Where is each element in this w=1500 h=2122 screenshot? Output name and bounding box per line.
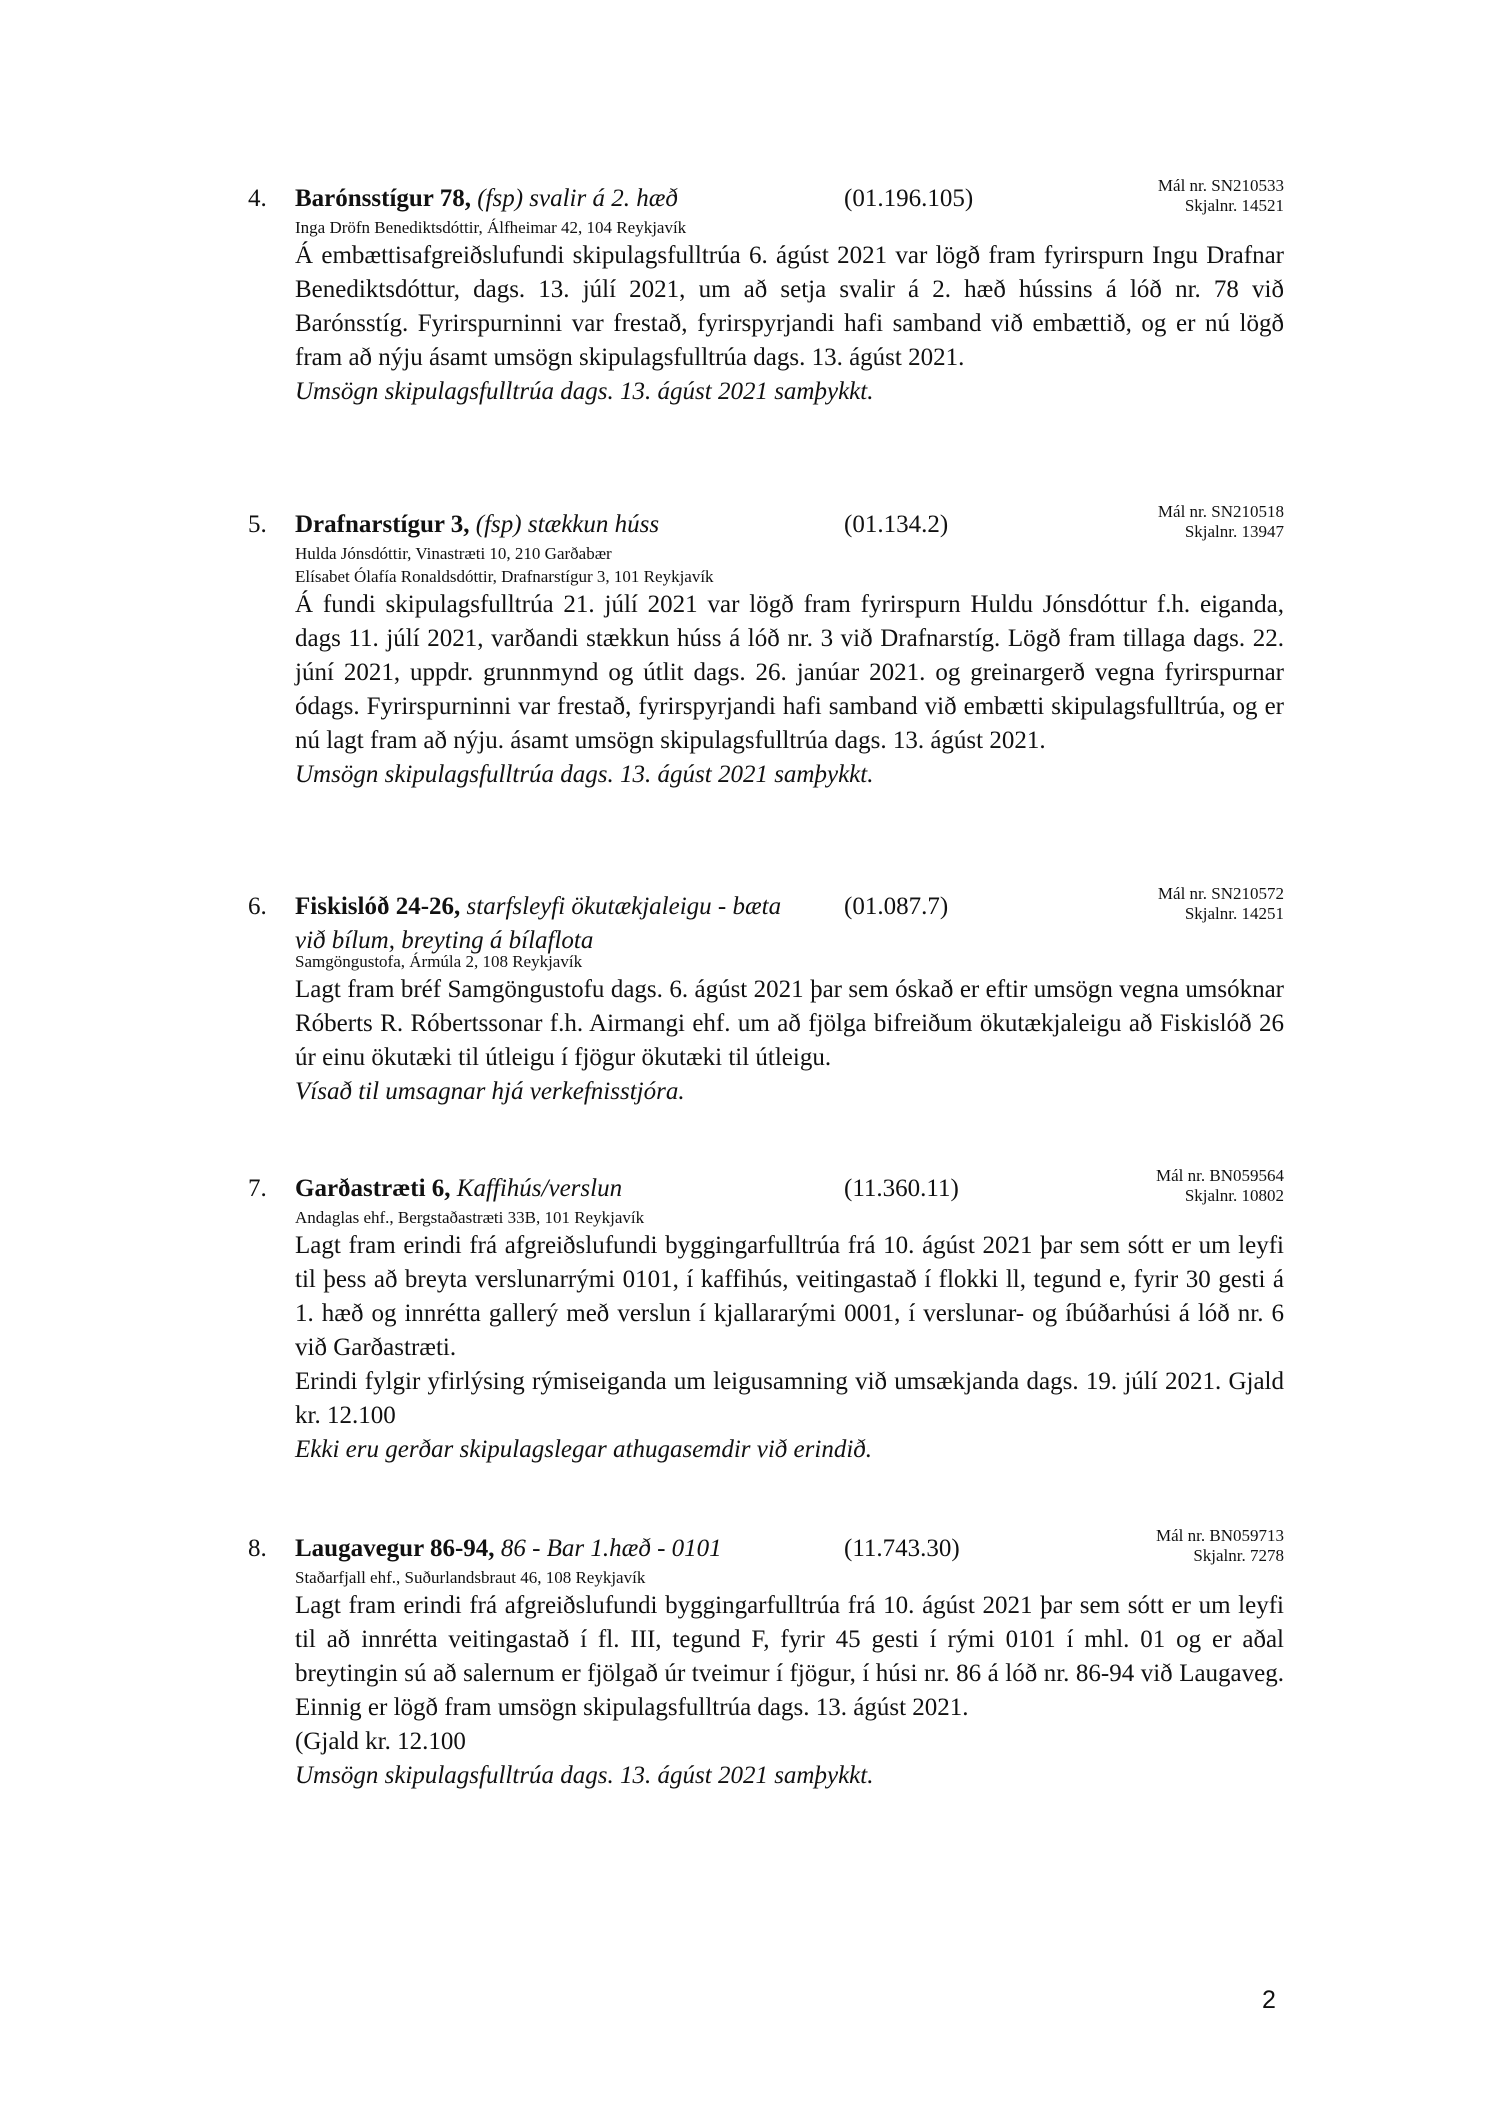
street-address: Laugavegur 86-94,	[295, 1535, 495, 1562]
item-description	[295, 1589, 1284, 1759]
item-subject: Kaffihús/verslun	[456, 1175, 623, 1202]
item-header	[248, 502, 1284, 542]
parcel-number: (01.134.2)	[844, 511, 949, 538]
item-header	[248, 176, 1284, 216]
decision-text: Ekki eru gerðar skipulagslegar athugasemdir við erindið.	[295, 1436, 873, 1463]
parcel-number: (01.087.7)	[844, 893, 949, 920]
case-number: Mál nr. BN059564	[1156, 1166, 1284, 1185]
file-number: Skjalnr. 13947	[1184, 522, 1284, 541]
file-number: Skjalnr. 10802	[1184, 1186, 1284, 1205]
description-paragraph: Lagt fram erindi frá afgreiðslufundi byggingarfulltrúa frá 10. ágúst 2021 þar sem sótt er um leyfi til þess að breyta verslunarrými 0101, í kaffihús, veitingastað í flokki ll, tegund e, fyrir 30 gesti á 1. hæð og innrétta gallerý með verslun í kjallararými 0001, í verslunar- og íbúðarhúsi á lóð nr. 6 við Garðastræti.	[295, 1232, 1284, 1361]
case-reference	[1156, 1526, 1284, 1566]
applicant: Andaglas ehf., Bergstaðastræti 33B, 101 Reykjavík	[295, 1208, 645, 1227]
case-number: Mál nr. SN210572	[1157, 884, 1284, 903]
item-title	[295, 182, 795, 216]
street-address: Fiskislóð 24-26,	[295, 893, 461, 920]
case-reference	[1156, 1166, 1284, 1206]
item-title	[295, 508, 795, 542]
item-title	[295, 1532, 795, 1566]
case-number: Mál nr. SN210533	[1157, 176, 1284, 195]
item-description	[295, 239, 1284, 375]
decision-text: Umsögn skipulagsfulltrúa dags. 13. ágúst 2021 samþykkt.	[295, 1762, 874, 1789]
item-description	[295, 973, 1284, 1075]
description-paragraph: Á fundi skipulagsfulltrúa 21. júlí 2021 var lögð fram fyrirspurn Huldu Jónsdóttur f.h. eiganda, dags 11. júlí 2021, varðandi stækkun húss á lóð nr. 3 við Drafnarstíg. Lögð fram tillaga dags. 22. júní 2021, uppdr. grunnmynd og útlit dags. 26. janúar 2021. og greinargerð vegna fyrirspurnar ódags. Fyrirspurninni var frestað, fyrirspyrjandi hafi samband við embætti skipulagsfulltrúa, og er nú lagt fram að nýju. ásamt umsögn skipulagsfulltrúa dags. 13. ágúst 2021.	[295, 591, 1284, 754]
file-number: Skjalnr. 14251	[1184, 904, 1284, 923]
street-address: Garðastræti 6,	[295, 1175, 451, 1202]
file-number: Skjalnr. 7278	[1193, 1546, 1284, 1565]
parcel-number: (11.743.30)	[844, 1535, 960, 1562]
decision-text: Vísað til umsagnar hjá verkefnisstjóra.	[295, 1078, 685, 1105]
item-description	[295, 1229, 1284, 1433]
item-subject: 86 - Bar 1.hæð - 0101	[500, 1535, 722, 1562]
agenda-item	[248, 1166, 1284, 1467]
item-title	[295, 1172, 795, 1206]
item-header	[248, 1526, 1284, 1566]
applicant: Elísabet Ólafía Ronaldsdóttir, Drafnarstígur 3, 101 Reykjavík	[295, 567, 714, 586]
description-paragraph: Lagt fram bréf Samgöngustofu dags. 6. ágúst 2021 þar sem óskað er eftir umsögn vegna umsóknar Róberts R. Róbertssonar f.h. Airmangi ehf. um að fjölga bifreiðum ökutækjaleigu að Fiskislóð 26 úr einu ökutæki til útleigu í fjögur ökutæki til útleigu.	[295, 976, 1284, 1071]
item-header	[248, 884, 1284, 958]
decision-text: Umsögn skipulagsfulltrúa dags. 13. ágúst 2021 samþykkt.	[295, 761, 874, 788]
case-number: Mál nr. BN059713	[1156, 1526, 1284, 1545]
item-number: 6.	[248, 893, 267, 920]
applicant-list	[295, 216, 1284, 239]
case-reference	[1158, 884, 1284, 924]
agenda-item	[248, 884, 1284, 1109]
case-reference	[1158, 502, 1284, 542]
item-number: 5.	[248, 511, 267, 538]
parcel-number: (11.360.11)	[844, 1175, 959, 1202]
parcel-number: (01.196.105)	[844, 185, 974, 212]
item-subject: (fsp) stækkun húss	[475, 511, 660, 538]
applicant: Hulda Jónsdóttir, Vinastræti 10, 210 Garðabær	[295, 544, 612, 563]
description-paragraph: Erindi fylgir yfirlýsing rýmiseiganda um leigusamning við umsækjanda dags. 19. júlí 2021. Gjald kr. 12.100	[295, 1368, 1284, 1429]
item-number: 4.	[248, 185, 267, 212]
item-subject: (fsp) svalir á 2. hæð	[477, 185, 678, 212]
applicant-list	[295, 542, 1284, 588]
item-number: 7.	[248, 1175, 267, 1202]
description-paragraph: Á embættisafgreiðslufundi skipulagsfulltrúa 6. ágúst 2021 var lögð fram fyrirspurn Ingu Drafnar Benediktsdóttur, dags. 13. júlí 2021, um að setja svalir á 2. hæð hússins á lóð nr. 78 við Barónsstíg. Fyrirspurninni var frestað, fyrirspyrjandi hafi samband við embættið, og er nú lögð fram að nýju ásamt umsögn skipulagsfulltrúa dags. 13. ágúst 2021.	[295, 242, 1284, 371]
street-address: Drafnarstígur 3,	[295, 511, 470, 538]
agenda-item	[248, 176, 1284, 409]
item-header	[248, 1166, 1284, 1206]
decision-text: Umsögn skipulagsfulltrúa dags. 13. ágúst 2021 samþykkt.	[295, 378, 874, 405]
applicant: Samgöngustofa, Ármúla 2, 108 Reykjavík	[295, 952, 583, 971]
street-address: Barónsstígur 78,	[295, 185, 471, 212]
item-title	[295, 890, 815, 958]
case-number: Mál nr. SN210518	[1157, 502, 1284, 521]
case-reference	[1158, 176, 1284, 216]
agenda-item	[248, 502, 1284, 792]
description-paragraph: (Gjald kr. 12.100	[295, 1728, 466, 1755]
agenda-item	[248, 1526, 1284, 1793]
item-subject: starfsleyfi ökutækjaleigu - bæta við bílum, breyting á bílaflota	[295, 893, 782, 954]
file-number: Skjalnr. 14521	[1184, 196, 1284, 215]
page-number: 2	[1262, 1986, 1276, 2014]
description-paragraph: Lagt fram erindi frá afgreiðslufundi byggingarfulltrúa frá 10. ágúst 2021 þar sem sótt er um leyfi til að innrétta veitingastað í fl. III, tegund F, fyrir 45 gesti í rými 0101 í mhl. 01 og er aðal breytingin sú að salernum er fjölgað úr tveimur í fjögur, í húsi nr. 86 á lóð nr. 86-94 við Laugaveg. Einnig er lögð fram umsögn skipulagsfulltrúa dags. 13. ágúst 2021.	[295, 1592, 1284, 1721]
applicant-list	[295, 1206, 1284, 1229]
applicant: Staðarfjall ehf., Suðurlandsbraut 46, 108 Reykjavík	[295, 1568, 646, 1587]
applicant-list	[295, 1566, 1284, 1589]
applicant: Inga Dröfn Benediktsdóttir, Álfheimar 42, 104 Reykjavík	[295, 218, 687, 237]
item-number: 8.	[248, 1535, 267, 1562]
item-description	[295, 588, 1284, 758]
